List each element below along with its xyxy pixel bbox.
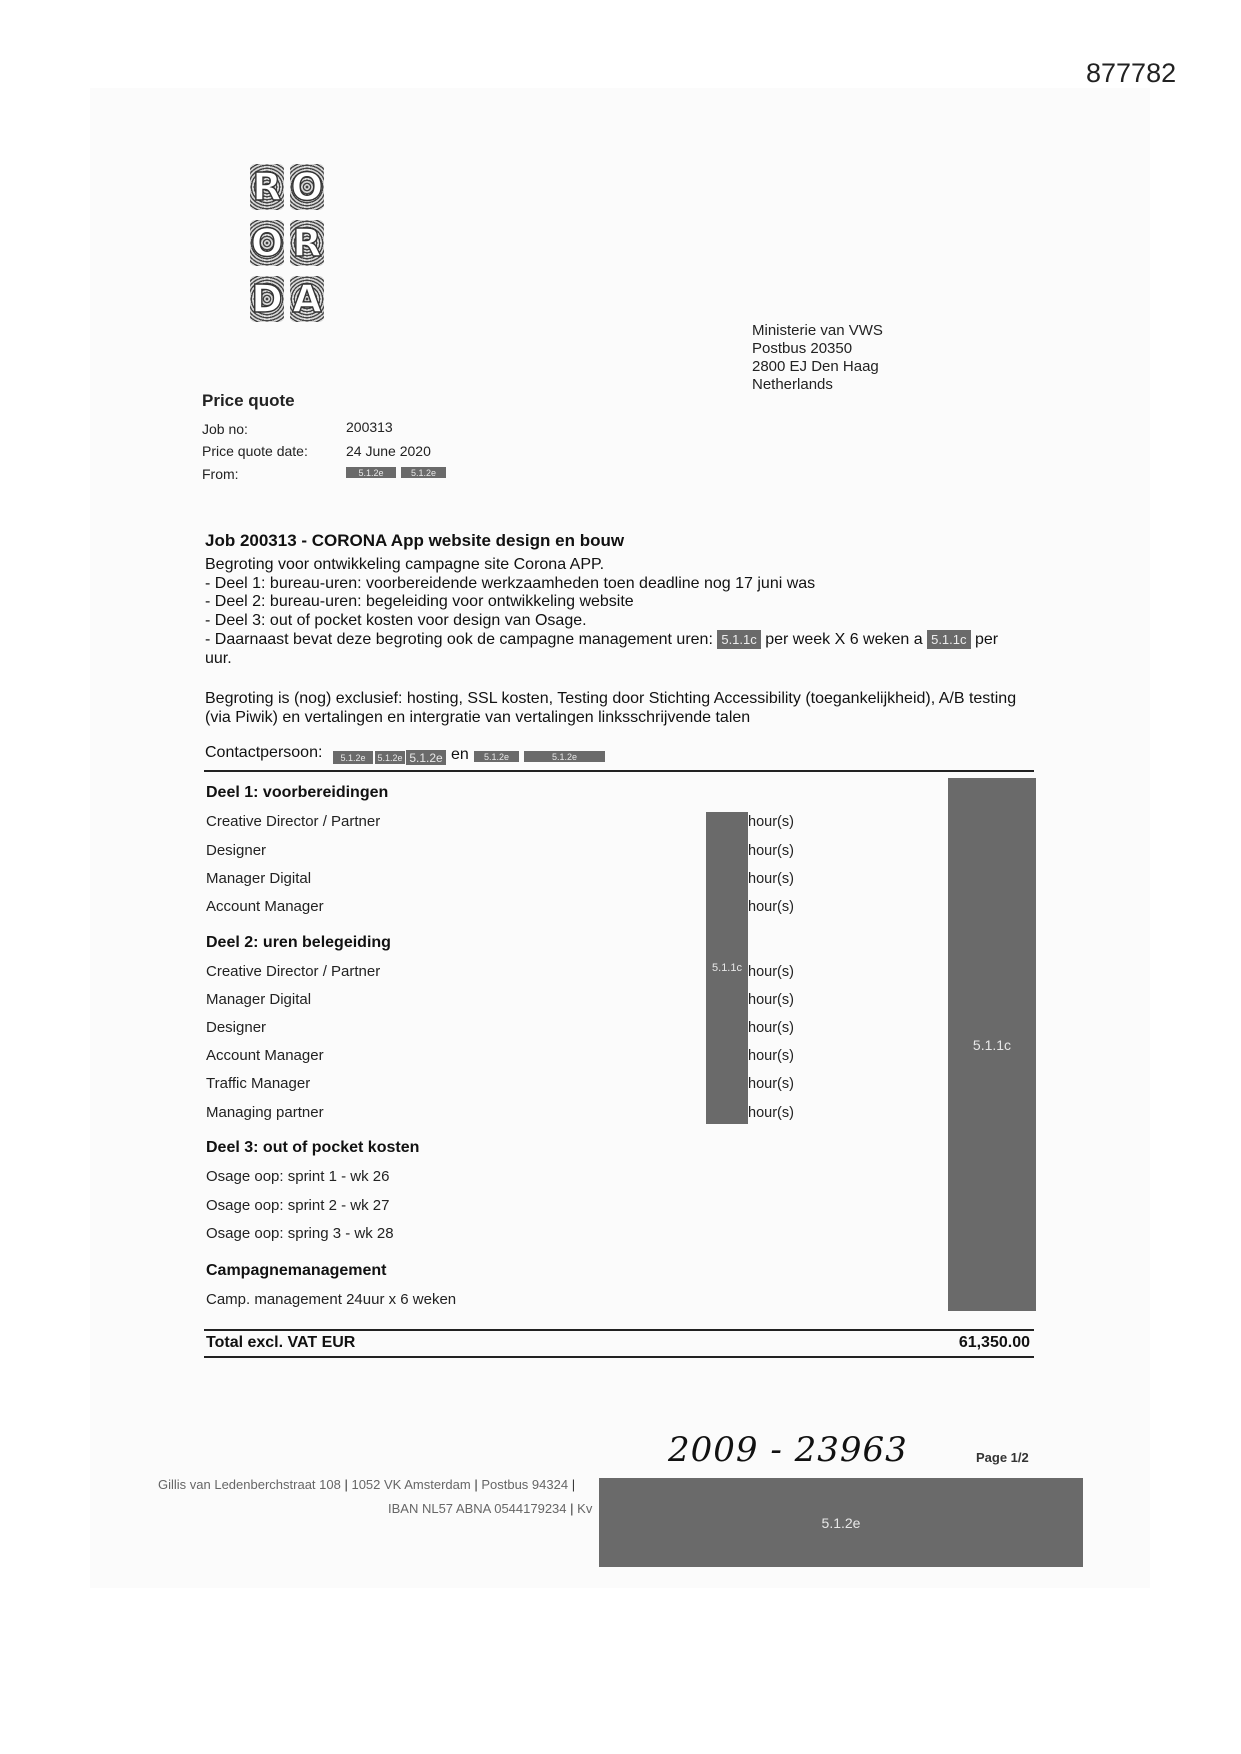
hours-unit: hour(s) bbox=[748, 992, 794, 1008]
line-item: Account Manager bbox=[206, 898, 324, 915]
contact-joiner: en bbox=[451, 746, 469, 763]
address-line: Ministerie van VWS bbox=[752, 322, 883, 339]
line-item: Manager Digital bbox=[206, 870, 312, 887]
line-item: Traffic Manager bbox=[206, 1075, 311, 1092]
address-line: Netherlands bbox=[752, 376, 833, 393]
campaign-hours-line: - Daarnaast bevat deze begroting ook de campagne management uren: 5.1.1c per week X 6 weken a 5.1.1c per bbox=[205, 631, 999, 648]
description-line: uur. bbox=[205, 649, 232, 667]
redaction-block: 5.1.2e bbox=[406, 750, 446, 765]
line-item: Designer bbox=[206, 1019, 267, 1036]
logo-letter: R bbox=[250, 164, 284, 210]
line-item: Creative Director / Partner bbox=[206, 813, 381, 830]
line-item: Osage oop: sprint 2 - wk 27 bbox=[206, 1197, 390, 1214]
divider bbox=[204, 1356, 1034, 1358]
contact-line bbox=[205, 744, 322, 762]
description-line: - Deel 3: out of pocket kosten voor design van Osage. bbox=[205, 611, 587, 629]
job-description bbox=[205, 556, 1035, 668]
logo-letter: R bbox=[290, 220, 324, 266]
quote-date-value: 24 June 2020 bbox=[346, 443, 431, 459]
section-title: Campagnemanagement bbox=[206, 1262, 387, 1279]
footer-line-1: Gillis van Ledenberchstraat 108 | 1052 VK Amsterdam | Postbus 94324 | bbox=[158, 1477, 576, 1492]
footer-redaction: 5.1.2e bbox=[599, 1478, 1083, 1567]
logo-letter: D bbox=[251, 277, 283, 321]
line-item: Account Manager bbox=[206, 1047, 324, 1064]
redaction-block: 5.1.2e bbox=[375, 751, 405, 764]
hours-unit: hour(s) bbox=[748, 1048, 794, 1064]
line-item: Osage oop: spring 3 - wk 28 bbox=[206, 1225, 394, 1242]
logo-letter: O bbox=[290, 165, 324, 209]
redaction-block: 5.1.1c bbox=[927, 630, 970, 649]
logo-letter: O bbox=[250, 221, 284, 265]
hours-unit: hour(s) bbox=[748, 899, 794, 915]
divider bbox=[204, 1329, 1034, 1331]
recipient-address bbox=[752, 322, 883, 394]
description-line: Begroting voor ontwikkeling campagne site Corona APP. bbox=[205, 556, 605, 573]
address-line: 2800 EJ Den Haag bbox=[752, 358, 879, 375]
line-item: Manager Digital bbox=[206, 991, 312, 1008]
section-title: Deel 1: voorbereidingen bbox=[206, 784, 389, 801]
section-title: Deel 3: out of pocket kosten bbox=[206, 1139, 420, 1156]
hours-unit: hour(s) bbox=[748, 964, 794, 980]
section-title: Deel 2: uren belegeiding bbox=[206, 934, 391, 951]
redaction-block: 5.1.1c bbox=[717, 630, 760, 649]
handwritten-reference: 2009 - 23963 bbox=[668, 1430, 908, 1470]
logo-letter: A bbox=[290, 276, 324, 322]
total-value: 61,350.00 bbox=[958, 1334, 1030, 1351]
exclusions-text: Begroting is (nog) exclusief: hosting, SSL kosten, Testing door Stichting Accessibility (toegankelijkheid), A/B testing (via Piwik) en vertalingen en intergratie van vertalingen linksschrijvende talen bbox=[205, 690, 1017, 726]
divider bbox=[204, 770, 1034, 772]
hours-unit: hour(s) bbox=[748, 814, 794, 830]
redaction-block: 5.1.2e bbox=[474, 751, 519, 762]
hours-unit: hour(s) bbox=[748, 871, 794, 887]
redaction-block: 5.1.2e bbox=[346, 467, 396, 478]
amounts-redaction: 5.1.1c bbox=[948, 778, 1036, 1311]
total-label: Total excl. VAT EUR bbox=[206, 1334, 356, 1351]
hours-unit: hour(s) bbox=[748, 1105, 794, 1121]
redaction-block: 5.1.2e bbox=[401, 467, 446, 478]
line-item: Creative Director / Partner bbox=[206, 963, 381, 980]
price-quote-title: Price quote bbox=[202, 391, 295, 410]
job-no-value: 200313 bbox=[346, 419, 393, 435]
redaction-block: 5.1.2e bbox=[333, 751, 373, 764]
hours-unit: hour(s) bbox=[748, 1076, 794, 1092]
address-line: Postbus 20350 bbox=[752, 340, 853, 357]
hours-unit: hour(s) bbox=[748, 1020, 794, 1036]
document-number: 877782 bbox=[1086, 58, 1177, 88]
quote-date-label: Price quote date: bbox=[202, 443, 308, 459]
description-line: - Deel 1: bureau-uren: voorbereidende werkzaamheden toen deadline nog 17 juni was bbox=[205, 574, 816, 592]
job-title: Job 200313 - CORONA App website design en bouw bbox=[205, 531, 625, 550]
contact-label: Contactpersoon: bbox=[205, 744, 323, 761]
from-label: From: bbox=[202, 466, 239, 482]
footer-line-2: IBAN NL57 ABNA 0544179234 | Kv bbox=[388, 1501, 593, 1516]
company-logo bbox=[250, 164, 364, 332]
line-item: Designer bbox=[206, 842, 267, 859]
hours-unit: hour(s) bbox=[748, 843, 794, 859]
line-item: Camp. management 24uur x 6 weken bbox=[206, 1291, 457, 1308]
line-item: Managing partner bbox=[206, 1104, 324, 1121]
line-item: Osage oop: sprint 1 - wk 26 bbox=[206, 1168, 390, 1185]
redaction-block: 5.1.2e bbox=[524, 751, 605, 762]
job-no-label: Job no: bbox=[202, 421, 248, 437]
hours-redaction: 5.1.1c bbox=[706, 812, 748, 1124]
description-line: - Deel 2: bureau-uren: begeleiding voor ontwikkeling website bbox=[205, 593, 634, 610]
page-number: Page 1/2 bbox=[976, 1450, 1029, 1465]
